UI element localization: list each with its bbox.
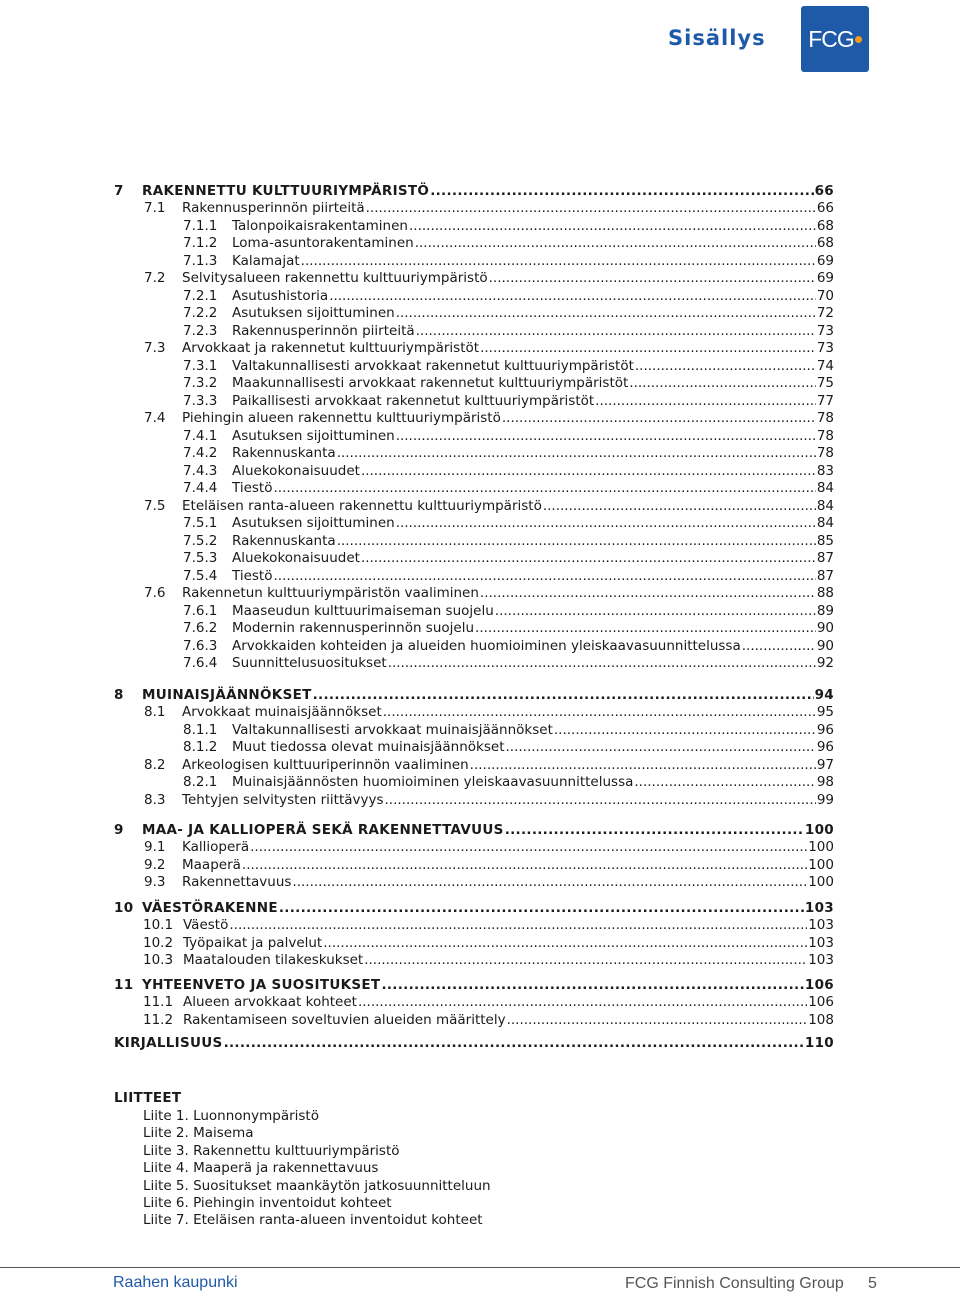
toc-entry-page: 66 — [814, 183, 834, 199]
toc-entry-number: 7.1.3 — [183, 253, 218, 269]
toc-entry[interactable] — [114, 287, 834, 305]
toc-entry-number: 7.6.3 — [183, 638, 218, 654]
toc-entry-page: 100 — [808, 839, 834, 855]
toc-dot-leader — [366, 199, 816, 217]
toc-entry-page: 103 — [804, 900, 834, 916]
toc-entry-number: 7.2.3 — [183, 323, 218, 339]
toc-entry-title: Kallioperä — [182, 839, 250, 855]
toc-entry-number: 7.5.3 — [183, 550, 218, 566]
toc-entry-page: 68 — [816, 235, 834, 251]
toc-entry-page: 103 — [808, 935, 834, 951]
toc-entry-page: 106 — [808, 994, 834, 1010]
toc-entry[interactable] — [114, 182, 834, 200]
toc-entry-number: 7.3 — [144, 340, 166, 356]
toc-dot-leader — [337, 532, 816, 550]
toc-entry-number: 7.2.2 — [183, 305, 218, 321]
toc-entry-title: Arvokkaat ja rakennetut kulttuuriympäristöt — [182, 340, 480, 356]
toc-entry[interactable] — [114, 791, 834, 809]
toc-dot-leader — [742, 637, 816, 655]
toc-entry-page: 94 — [814, 687, 834, 703]
toc-entry-title: MUINAISJÄÄNNÖKSET — [142, 687, 312, 703]
toc-dot-leader — [502, 409, 816, 427]
toc-entry-title: Rakennusperinnön piirteitä — [232, 323, 415, 339]
toc-dot-leader — [396, 304, 816, 322]
attachment-item: Liite 1. Luonnonympäristö — [143, 1108, 319, 1124]
toc-entry[interactable] — [114, 756, 834, 774]
toc-entry-page: 68 — [816, 218, 834, 234]
toc-entry-number: 7.4.2 — [183, 445, 218, 461]
toc-entry[interactable] — [114, 392, 834, 410]
toc-entry[interactable] — [114, 916, 834, 934]
toc-entry-number: 9.2 — [144, 857, 166, 873]
toc-entry-page: 95 — [816, 704, 834, 720]
toc-entry-title: Väestö — [183, 917, 229, 933]
toc-entry-title: Rakennusperinnön piirteitä — [182, 200, 365, 216]
toc-entry-title: Maaperä — [182, 857, 241, 873]
attachment-item: Liite 7. Eteläisen ranta-alueen inventoidut kohteet — [143, 1212, 483, 1229]
logo-dot-icon — [855, 36, 862, 43]
toc-dot-leader — [385, 791, 816, 809]
toc-entry[interactable] — [114, 934, 834, 952]
footer-divider — [0, 1267, 960, 1268]
toc-entry-page: 100 — [808, 857, 834, 873]
toc-entry[interactable] — [114, 444, 834, 462]
toc-entry-number: 7.4.4 — [183, 480, 218, 496]
toc-dot-leader — [554, 721, 816, 739]
toc-entry-title: Arvokkaiden kohteiden ja alueiden huomioiminen yleiskaavasuunnittelussa — [232, 638, 741, 654]
toc-dot-leader — [364, 951, 807, 969]
toc-entry-title: Rakennuskanta — [232, 533, 336, 549]
toc-entry-number: 8 — [114, 687, 124, 703]
toc-entry[interactable] — [114, 602, 834, 620]
toc-entry-number: 11.1 — [143, 994, 174, 1010]
toc-entry-title: Aluekokonaisuudet — [232, 550, 360, 566]
toc-entry-title: Loma-asuntorakentaminen — [232, 235, 414, 251]
toc-dot-leader — [505, 821, 804, 839]
toc-entry-number: 9.1 — [144, 839, 166, 855]
toc-entry-page: 88 — [816, 585, 834, 601]
toc-entry-number: 9.3 — [144, 874, 166, 890]
toc-entry-title: Valtakunnallisesti arvokkaat rakennetut kulttuuriympäristöt — [232, 358, 634, 374]
toc-entry-number: 7.5 — [144, 498, 166, 514]
toc-entry[interactable] — [114, 514, 834, 532]
toc-entry[interactable] — [114, 217, 834, 235]
toc-entry-page: 87 — [816, 550, 834, 566]
toc-entry[interactable] — [114, 821, 834, 839]
toc-dot-leader — [396, 427, 816, 445]
toc-dot-leader — [495, 602, 816, 620]
toc-entry[interactable] — [114, 703, 834, 721]
toc-dot-leader — [507, 1011, 808, 1029]
toc-entry[interactable] — [114, 357, 834, 375]
toc-entry[interactable] — [114, 584, 834, 602]
toc-entry-number: 7.2.1 — [183, 288, 218, 304]
toc-dot-leader — [396, 514, 816, 532]
toc-entry[interactable] — [114, 339, 834, 357]
toc-dot-leader — [629, 374, 816, 392]
toc-entry-number: 8.1 — [144, 704, 166, 720]
toc-entry-title: Asutuksen sijoittuminen — [232, 305, 395, 321]
attachment-item: Liite 4. Maaperä ja rakennettavuus — [143, 1160, 379, 1177]
toc-entry-page: 99 — [816, 792, 834, 808]
toc-dot-leader — [480, 584, 816, 602]
toc-dot-leader — [634, 773, 815, 791]
toc-entry-title: Eteläisen ranta-alueen rakennettu kulttuuriympäristö — [182, 498, 542, 514]
toc-entry-number: 10.1 — [143, 917, 174, 933]
toc-entry-number: 7.2 — [144, 270, 166, 286]
toc-dot-leader — [475, 619, 816, 637]
attachment-item: Liite 3. Rakennettu kulttuuriympäristö — [143, 1142, 400, 1159]
toc-dot-leader — [381, 976, 803, 994]
toc-entry-page: 92 — [816, 655, 834, 671]
toc-entry-page: 87 — [816, 568, 834, 584]
toc-entry-number: 7 — [114, 183, 124, 199]
toc-entry-page: 73 — [816, 323, 834, 339]
toc-dot-leader — [409, 217, 816, 235]
toc-entry[interactable] — [114, 738, 834, 756]
toc-entry-page: 100 — [808, 874, 834, 890]
toc-entry[interactable] — [114, 462, 834, 480]
toc-entry[interactable] — [114, 654, 834, 672]
toc-entry-title: Modernin rakennusperinnön suojelu — [232, 620, 475, 636]
attachments-title: LIITTEET — [114, 1090, 182, 1106]
toc-entry-page: 90 — [816, 620, 834, 636]
toc-entry-page: 90 — [816, 638, 834, 654]
toc-entry-page: 83 — [816, 463, 834, 479]
toc-entry-number: 7.1 — [144, 200, 166, 216]
toc-dot-leader — [273, 479, 815, 497]
toc-entry-number: 7.4 — [144, 410, 166, 426]
toc-entry[interactable] — [114, 409, 834, 427]
toc-dot-leader — [323, 934, 807, 952]
toc-entry-title: Suunnittelusuositukset — [232, 655, 387, 671]
toc-entry-number: 7.3.3 — [183, 393, 218, 409]
toc-entry-title: RAKENNETTU KULTTUURIYMPÄRISTÖ — [142, 183, 430, 199]
toc-dot-leader — [595, 392, 816, 410]
toc-entry-page: 69 — [816, 253, 834, 269]
toc-entry-number: 10.3 — [143, 952, 174, 968]
toc-entry[interactable] — [114, 993, 834, 1011]
toc-entry-page: 84 — [816, 498, 834, 514]
toc-entry-page: 106 — [804, 977, 834, 993]
toc-entry[interactable] — [114, 497, 834, 515]
toc-entry-page: 75 — [816, 375, 834, 391]
toc-entry-number: 7.1.2 — [183, 235, 218, 251]
toc-entry-page: 89 — [816, 603, 834, 619]
toc-entry-number: 10 — [114, 900, 134, 916]
toc-entry-page: 73 — [816, 340, 834, 356]
toc-entry[interactable] — [114, 199, 834, 217]
toc-entry-title: Piehingin alueen rakennettu kulttuuriympäristö — [182, 410, 501, 426]
toc-dot-leader — [415, 234, 816, 252]
fcg-logo — [801, 6, 869, 72]
toc-dot-leader — [635, 357, 816, 375]
toc-dot-leader — [388, 654, 816, 672]
toc-entry-title: Asutushistoria — [232, 288, 329, 304]
toc-dot-leader — [250, 838, 807, 856]
toc-entry[interactable] — [114, 427, 834, 445]
toc-entry-title: Arvokkaat muinaisjäännökset — [182, 704, 382, 720]
toc-dot-leader — [279, 899, 804, 917]
toc-entry-number: 8.2 — [144, 757, 166, 773]
toc-dot-leader — [470, 756, 816, 774]
toc-dot-leader — [273, 567, 815, 585]
toc-entry[interactable] — [114, 873, 834, 891]
toc-entry-title: YHTEENVETO JA SUOSITUKSET — [142, 977, 381, 993]
toc-entry-page: 84 — [816, 515, 834, 531]
toc-entry-title: Muut tiedossa olevat muinaisjäännökset — [232, 739, 505, 755]
toc-entry[interactable] — [114, 838, 834, 856]
toc-entry[interactable] — [114, 234, 834, 252]
toc-entry-title: Rakentamiseen soveltuvien alueiden määrittely — [183, 1012, 506, 1028]
toc-dot-leader — [361, 549, 816, 567]
toc-entry[interactable] — [114, 619, 834, 637]
toc-entry-title: Alueen arvokkaat kohteet — [183, 994, 357, 1010]
toc-entry-title: Asutuksen sijoittuminen — [232, 428, 395, 444]
toc-entry[interactable] — [114, 479, 834, 497]
toc-entry-title: Rakennettavuus — [182, 874, 292, 890]
toc-entry[interactable] — [114, 252, 834, 270]
toc-dot-leader — [313, 686, 814, 704]
toc-entry-number: 8.2.1 — [183, 774, 218, 790]
toc-entry[interactable] — [114, 1011, 834, 1029]
toc-dot-leader — [383, 703, 816, 721]
toc-entry-number: 7.5.2 — [183, 533, 218, 549]
toc-entry-title: Valtakunnallisesti arvokkaat muinaisjäännökset — [232, 722, 553, 738]
page-title: Sisällys — [668, 26, 766, 50]
toc-entry[interactable] — [114, 549, 834, 567]
toc-entry-title: Maakunnallisesti arvokkaat rakennetut kulttuuriympäristöt — [232, 375, 629, 391]
toc-entry-page: 74 — [816, 358, 834, 374]
toc-entry-title: Tiestö — [232, 480, 273, 496]
toc-entry-title: Paikallisesti arvokkaat rakennetut kulttuuriympäristöt — [232, 393, 595, 409]
toc-entry-title: Asutuksen sijoittuminen — [232, 515, 395, 531]
toc-entry-page: 66 — [816, 200, 834, 216]
toc-entry-number: 11 — [114, 977, 134, 993]
toc-entry-page: 84 — [816, 480, 834, 496]
toc-dot-leader — [242, 856, 807, 874]
toc-dot-leader — [361, 462, 816, 480]
toc-entry[interactable] — [114, 304, 834, 322]
toc-dot-leader — [329, 287, 816, 305]
toc-entry-page: 69 — [816, 270, 834, 286]
attachment-item: Liite 6. Piehingin inventoidut kohteet — [143, 1195, 392, 1211]
toc-entry-title: KIRJALLISUUS — [114, 1035, 223, 1051]
toc-entry-title: Rakennuskanta — [232, 445, 336, 461]
toc-dot-leader — [416, 322, 816, 340]
toc-entry[interactable] — [114, 532, 834, 550]
toc-entry[interactable] — [114, 637, 834, 655]
toc-entry-title: Muinaisjäännösten huomioiminen yleiskaavasuunnittelussa — [232, 774, 634, 790]
toc-entry-number: 9 — [114, 822, 124, 838]
attachment-item: Liite 5. Suositukset maankäytön jatkosuunnitteluun — [143, 1177, 491, 1194]
toc-entry-page: 70 — [816, 288, 834, 304]
toc-entry-title: Tehtyjen selvitysten riittävyys — [182, 792, 384, 808]
toc-entry-page: 72 — [816, 305, 834, 321]
toc-dot-leader — [358, 993, 807, 1011]
toc-entry-title: Rakennetun kulttuuriympäristön vaaliminen — [182, 585, 479, 601]
toc-entry[interactable] — [114, 773, 834, 791]
toc-dot-leader — [430, 182, 813, 200]
footer-client: Raahen kaupunki — [113, 1274, 238, 1291]
toc-entry-page: 110 — [804, 1035, 834, 1051]
toc-entry[interactable] — [114, 951, 834, 969]
toc-entry[interactable] — [114, 976, 834, 994]
toc-entry-page: 100 — [804, 822, 834, 838]
logo-text: FCG — [808, 25, 854, 52]
toc-entry[interactable] — [114, 322, 834, 340]
toc-dot-leader — [229, 916, 807, 934]
toc-entry[interactable] — [114, 374, 834, 392]
toc-entry[interactable] — [114, 567, 834, 585]
toc-entry-title: Selvitysalueen rakennettu kulttuuriympäristö — [182, 270, 488, 286]
toc-dot-leader — [224, 1034, 804, 1052]
toc-entry[interactable] — [114, 686, 834, 704]
toc-entry-number: 7.4.3 — [183, 463, 218, 479]
toc-entry-page: 78 — [816, 428, 834, 444]
toc-entry-page: 103 — [808, 917, 834, 933]
toc-entry-number: 8.1.2 — [183, 739, 218, 755]
toc-entry[interactable] — [114, 899, 834, 917]
toc-dot-leader — [337, 444, 816, 462]
toc-entry-title: Aluekokonaisuudet — [232, 463, 360, 479]
toc-entry-title: Kalamajat — [232, 253, 300, 269]
toc-entry-number: 7.6.1 — [183, 603, 218, 619]
toc-dot-leader — [292, 873, 807, 891]
toc-entry-title: Arkeologisen kulttuuriperinnön vaaliminen — [182, 757, 469, 773]
toc-dot-leader — [489, 269, 816, 287]
attachment-item: Liite 2. Maisema — [143, 1125, 254, 1142]
toc-entry-number: 8.1.1 — [183, 722, 218, 738]
toc-entry-page: 96 — [816, 722, 834, 738]
toc-entry-number: 7.3.2 — [183, 375, 218, 391]
toc-entry-page: 96 — [816, 739, 834, 755]
toc-entry[interactable] — [114, 1034, 834, 1052]
toc-entry-number: 7.3.1 — [183, 358, 218, 374]
toc-entry-number: 11.2 — [143, 1012, 174, 1028]
toc-entry-page: 97 — [816, 757, 834, 773]
toc-entry-title: MAA- JA KALLIOPERÄ SEKÄ RAKENNETTAVUUS — [142, 822, 504, 838]
toc-entry-page: 103 — [808, 952, 834, 968]
toc-entry-number: 7.5.1 — [183, 515, 218, 531]
toc-entry-number: 7.6 — [144, 585, 166, 601]
toc-entry-number: 10.2 — [143, 935, 174, 951]
toc-entry-page: 98 — [816, 774, 834, 790]
toc-entry-title: VÄESTÖRAKENNE — [142, 900, 278, 916]
toc-entry-page: 77 — [816, 393, 834, 409]
toc-entry-title: Työpaikat ja palvelut — [183, 935, 323, 951]
toc-entry-page: 108 — [808, 1012, 834, 1028]
toc-entry-number: 7.6.2 — [183, 620, 218, 636]
toc-entry-page: 78 — [816, 410, 834, 426]
toc-entry-title: Tiestö — [232, 568, 273, 584]
page-number: 5 — [868, 1275, 877, 1292]
toc-dot-leader — [301, 252, 816, 270]
toc-entry-number: 7.5.4 — [183, 568, 218, 584]
toc-entry[interactable] — [114, 856, 834, 874]
toc-entry-title: Talonpoikaisrakentaminen — [232, 218, 408, 234]
footer-company: FCG Finnish Consulting Group — [625, 1275, 844, 1292]
toc-entry[interactable] — [114, 269, 834, 287]
toc-entry-page: 85 — [816, 533, 834, 549]
toc-entry[interactable] — [114, 721, 834, 739]
toc-entry-number: 8.3 — [144, 792, 166, 808]
toc-entry-number: 7.6.4 — [183, 655, 218, 671]
toc-dot-leader — [543, 497, 816, 515]
toc-entry-title: Maaseudun kulttuurimaiseman suojelu — [232, 603, 494, 619]
toc-entry-page: 78 — [816, 445, 834, 461]
toc-entry-number: 7.4.1 — [183, 428, 218, 444]
toc-dot-leader — [480, 339, 816, 357]
toc-entry-title: Maatalouden tilakeskukset — [183, 952, 364, 968]
toc-dot-leader — [506, 738, 816, 756]
toc-entry-number: 7.1.1 — [183, 218, 218, 234]
